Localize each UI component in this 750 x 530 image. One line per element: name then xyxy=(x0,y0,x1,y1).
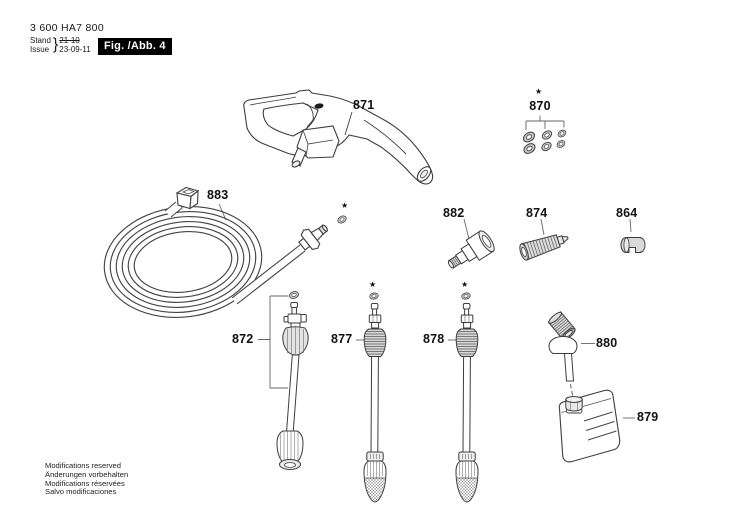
part-label-878: 878 xyxy=(423,332,445,346)
part-label-872: 872 xyxy=(232,332,254,346)
part-label-874: 874 xyxy=(526,206,548,220)
part-label-870: 870 xyxy=(529,99,551,113)
footnote-star-877: ★ xyxy=(369,280,377,289)
bottle-art xyxy=(559,390,619,462)
part-label-882: 882 xyxy=(443,206,465,220)
lance-872-art xyxy=(277,290,308,469)
footnote-star-870: ★ xyxy=(535,87,543,96)
revision-block xyxy=(30,36,104,54)
part-label-864: 864 xyxy=(616,206,638,220)
part-label-871: 871 xyxy=(353,98,375,112)
notice-line-en: Modifications reserved xyxy=(45,461,121,470)
footnote-star-878: ★ xyxy=(461,280,469,289)
notice-line-fr: Modifications réservées xyxy=(45,478,125,488)
superseded-date: 21-10 xyxy=(59,36,80,45)
lance-878-art xyxy=(456,292,478,502)
part-label-879: 879 xyxy=(637,410,659,424)
lance-877-art xyxy=(364,292,386,502)
issue-date: 23-09-11 xyxy=(59,45,91,54)
notice-line-de: Änderungen vorbehalten xyxy=(45,469,129,479)
hose-art xyxy=(98,188,348,327)
part-label-880: 880 xyxy=(596,336,618,350)
part-label-883: 883 xyxy=(207,188,229,202)
adapter-art xyxy=(443,229,497,276)
modifications-notice xyxy=(45,462,128,497)
issue-label: Issue xyxy=(30,45,50,54)
footnote-star-883: ★ xyxy=(341,201,349,210)
stand-label: Stand xyxy=(30,36,51,45)
part-label-877: 877 xyxy=(331,332,353,346)
figure-badge: Fig. /Abb. 4 xyxy=(98,38,172,55)
notice-line-es: Salvo modificaciones xyxy=(45,487,117,497)
elbow-nozzle-art xyxy=(547,311,577,396)
drawing-header xyxy=(30,22,104,54)
oring-set-art xyxy=(522,128,568,155)
clip-art xyxy=(621,238,645,253)
type-number: 3 600 HA7 800 xyxy=(30,22,104,34)
spray-gun-art xyxy=(244,90,434,184)
revision-brace: } xyxy=(52,36,59,53)
